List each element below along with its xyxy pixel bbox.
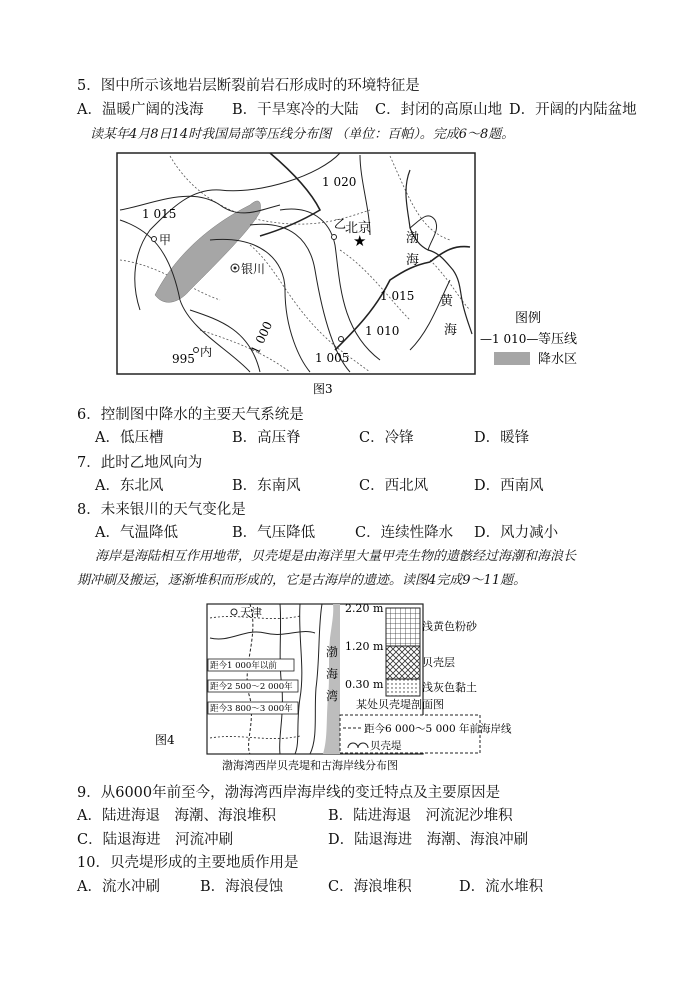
- nei-point-icon: [194, 348, 199, 353]
- q7-option-a: A．东北风: [95, 478, 164, 494]
- beijing-star-icon: ★: [353, 232, 367, 250]
- label-nei: 内: [200, 345, 213, 359]
- legend-shell-ridge-text: 贝壳堤: [370, 740, 402, 752]
- q10-option-a: A．流水冲刷: [77, 879, 160, 895]
- q6-option-a: A．低压槽: [95, 430, 164, 446]
- q8-stem: 8．未来银川的天气变化是: [77, 502, 246, 518]
- label-bay-1: 渤: [326, 645, 339, 659]
- q10-option-d: D．流水堆积: [459, 879, 544, 895]
- fig4-caption: 渤海湾西岸贝壳堤和古海岸线分布图: [222, 759, 398, 772]
- label-bay-2: 海: [326, 667, 339, 681]
- label-tianjin: 天津: [240, 606, 262, 619]
- tianjin-city-icon: [231, 609, 237, 615]
- q8-option-b: B．气压降低: [232, 525, 316, 541]
- label-yinchuan: 银川: [241, 262, 266, 276]
- isobar-1000: 1 000: [248, 319, 276, 357]
- q7-option-c: C．西北风: [359, 478, 429, 494]
- q8-option-a: A．气温降低: [95, 525, 178, 541]
- q9-option-d: D．陆退海进 海潮、海浪冲刷: [328, 832, 529, 848]
- yinchuan-dot-icon: [234, 267, 237, 270]
- isobar-1020: 1 020: [322, 175, 357, 189]
- q5-option-b: B．干旱寒冷的大陆: [232, 102, 359, 118]
- layer-label-silt: 浅黄色粉砂: [422, 620, 477, 633]
- q7-stem: 7．此时乙地风向为: [77, 455, 203, 471]
- q5-option-a: A．温暖广阔的浅海: [77, 102, 204, 118]
- depth-1-20: 1.20 m: [345, 640, 384, 653]
- fig3-caption: 图3: [313, 382, 333, 396]
- intro-fig4-line1: 海岸是海陆相互作用地带，贝壳堤是由海洋里大量甲壳生物的遗骸经过海潮和海浪长: [95, 549, 577, 564]
- shell-ridge-figure: [150, 598, 512, 776]
- intro-fig3: 读某年4月8日14时我国局部等压线分布图 （单位：百帕）。完成6～8题。: [90, 127, 515, 142]
- label-jia: 甲: [159, 233, 172, 247]
- q9-stem: 9．从6000年前至今，渤海湾西岸海岸线的变迁特点及主要原因是: [77, 785, 501, 801]
- layer-label-clay: 浅灰色黏土: [422, 681, 477, 694]
- q6-option-d: D．暖锋: [474, 430, 530, 446]
- q6-stem: 6．控制图中降水的主要天气系统是: [77, 407, 304, 423]
- q6-option-b: B．高压脊: [232, 430, 301, 446]
- label-huanghai-1: 黄: [440, 294, 454, 309]
- isobar-1010: 1 010: [365, 324, 400, 338]
- isobar-1015-east: 1 015: [380, 289, 415, 303]
- label-beijing: 北京: [345, 221, 372, 236]
- layer-clay: [386, 679, 420, 696]
- legend-isobar-sample: —1 010—: [480, 332, 539, 346]
- isobar-map-figure: [110, 150, 590, 400]
- q9-option-b: B．陆进海退 河流泥沙堆积: [328, 808, 513, 824]
- isobar-995: 995: [172, 352, 195, 366]
- q8-option-d: D．风力减小: [474, 525, 559, 541]
- legend-rain-swatch: [494, 352, 530, 365]
- q5-option-c: C．封闭的高原山地: [375, 102, 503, 118]
- age-label-1: 距今1 000年以前: [210, 661, 277, 671]
- jia-point-icon: [152, 237, 157, 242]
- q9-option-c: C．陆退海进 河流冲刷: [77, 832, 234, 848]
- q10-stem: 10．贝壳堤形成的主要地质作用是: [77, 855, 299, 871]
- q5-stem: 5．图中所示该地岩层断裂前岩石形成时的环境特征是: [77, 78, 420, 94]
- q9-option-a: A．陆进海退 海潮、海浪堆积: [77, 808, 276, 824]
- fig4-label: 图4: [155, 733, 175, 747]
- q7-option-d: D．西南风: [474, 478, 544, 494]
- q8-option-c: C．连续性降水: [355, 525, 454, 541]
- q5-option-d: D．开阔的内陆盆地: [509, 102, 637, 118]
- legend-coastline-text: 距今6 000～5 000 年前海岸线: [364, 723, 512, 735]
- depth-0-30: 0.30 m: [345, 678, 384, 691]
- section-caption: 某处贝壳堤剖面图: [356, 698, 444, 711]
- age-label-3: 距今3 800～3 000年: [210, 704, 293, 714]
- q10-option-c: C．海浪堆积: [328, 879, 412, 895]
- label-bohai-2: 海: [406, 253, 420, 268]
- intro-fig4-line2: 期冲刷及搬运，逐渐堆积而形成的，它是古海岸的遗迹。读图4完成9～11题。: [77, 573, 527, 588]
- label-huanghai-2: 海: [444, 323, 458, 338]
- q6-option-c: C．冷锋: [359, 430, 414, 446]
- isobar-1015-west: 1 015: [142, 207, 177, 221]
- layer-label-shell: 贝壳层: [422, 656, 455, 669]
- point-circle-icon: [339, 337, 344, 342]
- q10-option-b: B．海浪侵蚀: [200, 879, 284, 895]
- legend-isobar-text: 等压线: [538, 332, 578, 347]
- label-bay-3: 湾: [326, 689, 339, 703]
- layer-silt: [386, 608, 420, 646]
- legend-rain-text: 降水区: [538, 352, 578, 367]
- label-bohai-1: 渤: [406, 231, 420, 246]
- depth-2-20: 2.20 m: [345, 602, 384, 615]
- legend-title: 图例: [515, 311, 542, 326]
- label-yi: 乙: [334, 217, 347, 231]
- age-label-2: 距今2 500～2 000年: [210, 682, 293, 692]
- layer-shell: [386, 646, 420, 679]
- yi-point-icon: [332, 235, 337, 240]
- isobar-1005: 1 005: [315, 351, 350, 365]
- q7-option-b: B．东南风: [232, 478, 301, 494]
